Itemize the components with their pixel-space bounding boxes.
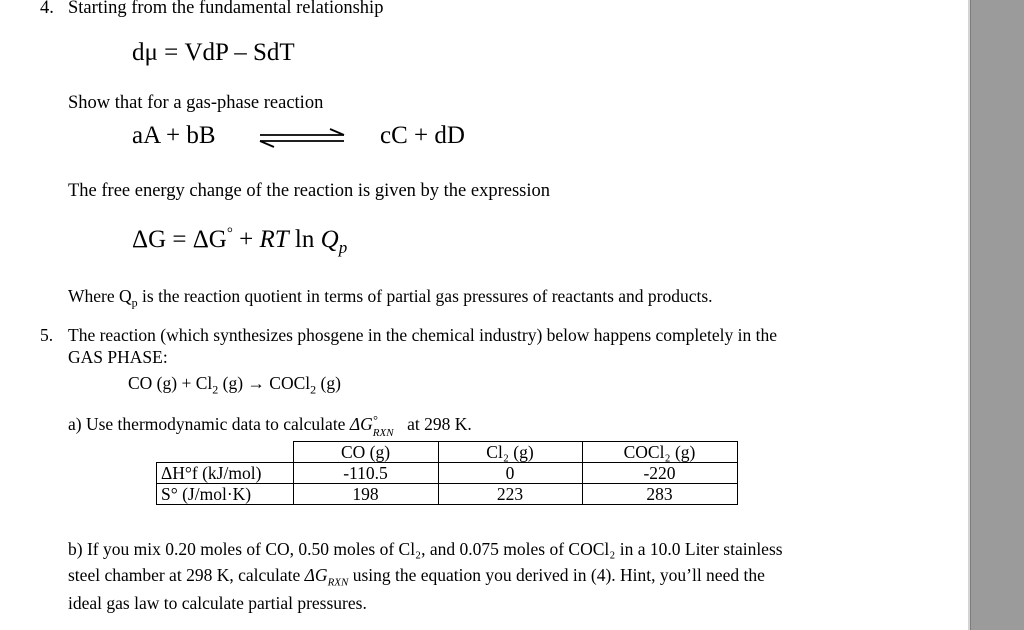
phosgene-reaction: CO $(g) + Cl_2$ (g) → COCl$_2$ (g) <box>128 373 341 397</box>
question-4-number: 4. <box>40 0 54 18</box>
equilibrium-arrow-icon <box>256 128 348 148</box>
fundamental-relationship-equation: dμ = VdP – SdT <box>132 39 295 66</box>
question-5-line-1: The reaction (which synthesizes phosgene in the chemical industry) below happens completely in the <box>68 325 778 345</box>
table-header-cocl2: COCl₂ (g) <box>582 442 737 463</box>
viewer-scroll-gutter[interactable] <box>970 0 1024 630</box>
table-header-cl2: Cl₂ (g) <box>438 442 582 463</box>
table-header-row <box>157 442 738 463</box>
reaction-quotient-definition: Where $Q_p$ is the reaction quotient in terms of partial gas pressures of reactants and products. <box>68 286 713 310</box>
thermodynamic-data-table <box>156 441 738 505</box>
reaction-reactants: aA + bB <box>132 122 216 149</box>
table-row <box>157 463 738 484</box>
table-cell: 283 <box>582 484 737 505</box>
part-b-line-1: b) If you mix 0.20 moles of CO, 0.50 moles of Cl₂, and 0.075 moles of COCl₂ in a 10.0 Liter stainless <box>68 539 783 559</box>
reaction-products: cC + dD <box>380 122 465 149</box>
question-4-intro: Starting from the fundamental relationship <box>68 0 384 18</box>
table-cell: 0 <box>438 463 582 484</box>
table-cell: 223 <box>438 484 582 505</box>
table-header-co: CO (g) <box>293 442 438 463</box>
part-a-prompt: a) Use thermodynamic data to calculate ΔG ° RXN at 298 K. <box>68 413 472 439</box>
part-b-line-3: ideal gas law to calculate partial pressures. <box>68 593 367 613</box>
table-cell: -220 <box>582 463 737 484</box>
table-row <box>157 484 738 505</box>
question-5-line-2: GAS PHASE: <box>68 347 168 367</box>
question-5-number: 5. <box>40 325 54 345</box>
table-row-label-enthalpy: ΔH°f (kJ/mol) <box>157 463 294 484</box>
show-that-text: Show that for a gas-phase reaction <box>68 93 324 113</box>
table-corner-cell <box>157 442 294 463</box>
table-cell: -110.5 <box>293 463 438 484</box>
table-cell: 198 <box>293 484 438 505</box>
free-energy-equation: ΔG = ΔG° + RT $\ln Q_p$ <box>132 225 348 257</box>
part-b-line-2: steel chamber at 298 K, calculate $\Delta G_{RXN}$ using the equation you derived in (4). Hint, you’ll need the <box>68 565 765 589</box>
free-energy-text: The free energy change of the reaction is given by the expression <box>68 181 551 201</box>
table-row-label-entropy: S° (J/mol·K) <box>157 484 294 505</box>
